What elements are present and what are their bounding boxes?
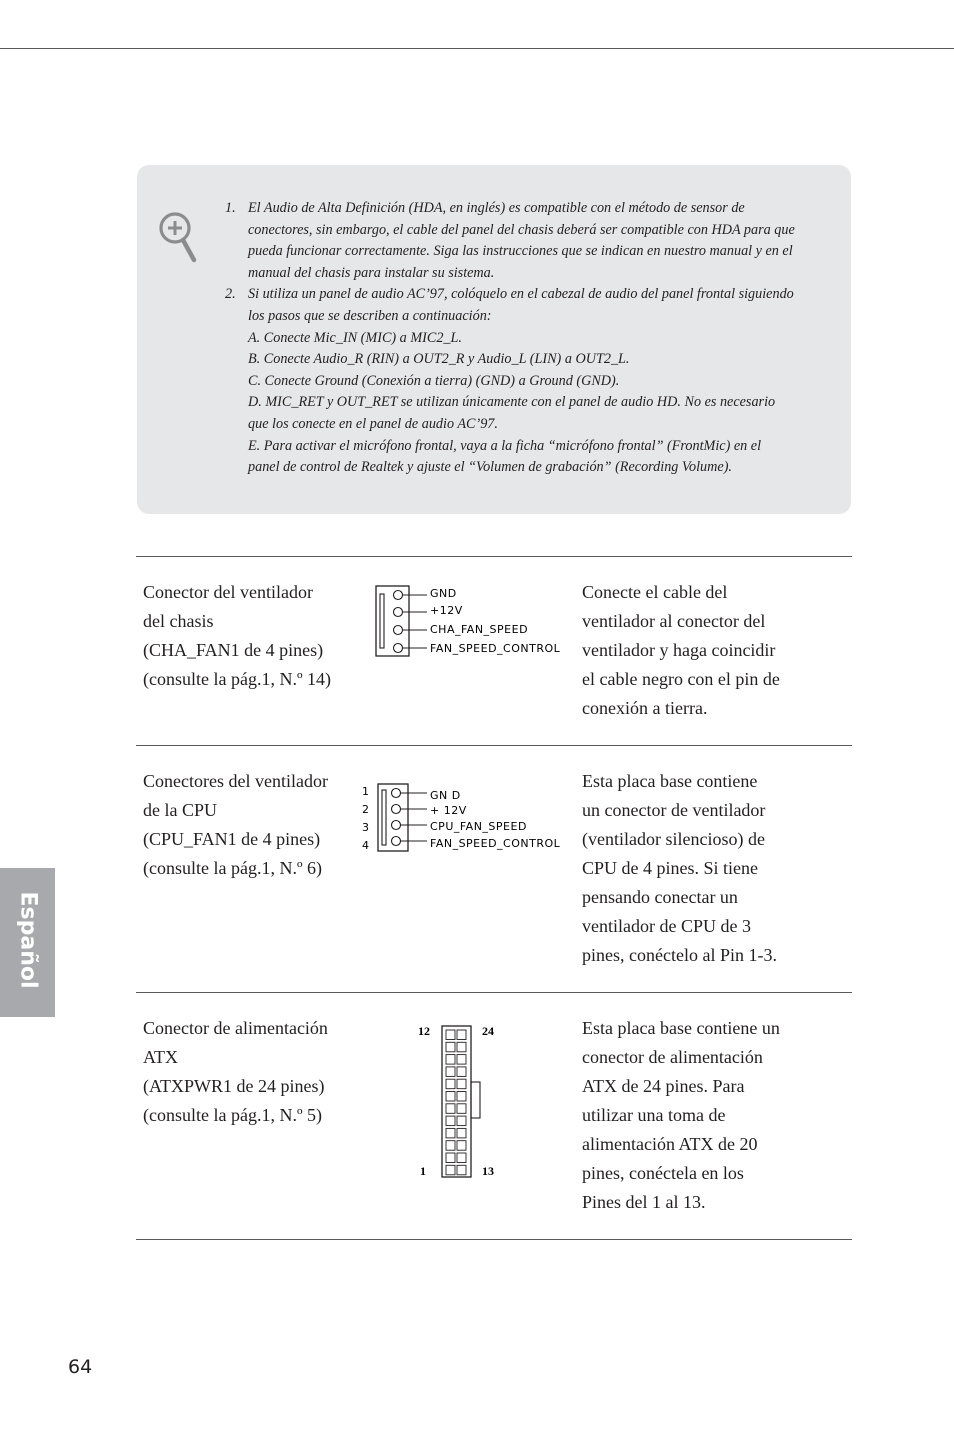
text-line: Pines del 1 al 13.: [582, 1192, 706, 1212]
text-line: Conecte el cable del: [582, 582, 728, 602]
atx-pin: [457, 1153, 466, 1163]
atx-pin: [457, 1141, 466, 1151]
atx-pin: [457, 1116, 466, 1126]
pin-label: FAN_SPEED_CONTROL: [430, 837, 561, 850]
text-line: (ATXPWR1 de 24 pines): [143, 1076, 325, 1096]
cha-fan-connector-diagram: [370, 580, 580, 665]
text-line: ventilador de CPU de 3: [582, 916, 751, 936]
text-line: (CPU_FAN1 de 4 pines): [143, 829, 321, 849]
notes-list: [225, 198, 795, 479]
text-line: ventilador al conector del: [582, 611, 766, 631]
pin-label: +12V: [430, 604, 463, 617]
pin-label: + 12V: [430, 804, 467, 817]
pin-number: 24: [482, 1024, 494, 1038]
text-line: un conector de ventilador: [582, 800, 766, 820]
atx-pin: [446, 1079, 455, 1089]
atx-pin: [457, 1055, 466, 1065]
text-line: Conector de alimentación: [143, 1018, 328, 1038]
pin-number: 13: [482, 1164, 494, 1178]
text-line: conector de alimentación: [582, 1047, 763, 1067]
text-line: alimentación ATX de 20: [582, 1134, 758, 1154]
text-line: (consulte la pág.1, N.º 14): [143, 669, 332, 689]
note-step: C. Conecte Ground (Conexión a tierra) (GND) a Ground (GND).: [248, 372, 620, 389]
text-line: (CHA_FAN1 de 4 pines): [143, 640, 324, 660]
pin-label: GND: [430, 587, 457, 600]
atx-pin: [446, 1092, 455, 1102]
atx-pin: [446, 1165, 455, 1175]
pin-label: FAN_SPEED_CONTROL: [430, 642, 561, 655]
page-number: 64: [68, 1356, 93, 1378]
note-text: Si utiliza un panel de audio AC’97, colóquelo en el cabezal de audio del panel frontal siguiendo los pasos que se describen a continuación:: [248, 286, 794, 324]
cpu-fan-connector-diagram: [358, 778, 573, 858]
pin-number: 12: [418, 1024, 430, 1038]
text-line: ventilador y haga coincidir: [582, 640, 776, 660]
text-line: el cable negro con el pin de: [582, 669, 780, 689]
pin-number: 3: [362, 821, 370, 834]
note-step: E. Para activar el micrófono frontal, vaya a la ficha “micrófono frontal” (FrontMic) en el panel de control de Realtek y ajuste el “Volumen de grabación” (Recording Volume).: [248, 437, 762, 476]
section-divider: [136, 992, 852, 993]
text-line: Conector del ventilador: [143, 582, 313, 602]
atx-pin: [446, 1141, 455, 1151]
atx-pin: [446, 1055, 455, 1065]
text-line: Esta placa base contiene: [582, 771, 758, 791]
atx-pin: [446, 1030, 455, 1040]
note-step: D. MIC_RET y OUT_RET se utilizan únicamente con el panel de audio HD. No es necesario que los conecte en el panel de audio AC’97.: [248, 394, 776, 432]
note-step: B. Conecte Audio_R (RIN) a OUT2_R y Audio_L (LIN) a OUT2_L.: [248, 351, 630, 368]
note-number: 2.: [225, 286, 236, 303]
atx-title: [143, 1014, 353, 1130]
text-line: pines, conéctela en los: [582, 1163, 744, 1183]
text-line: utilizar una toma de: [582, 1105, 726, 1125]
atx-pin: [457, 1067, 466, 1077]
cpu-fan-title: [143, 767, 353, 883]
cha-fan-description: [582, 578, 797, 723]
text-line: (consulte la pág.1, N.º 5): [143, 1105, 323, 1125]
atx-pin: [457, 1092, 466, 1102]
atx-pin: [457, 1104, 466, 1114]
text-line: ATX: [143, 1047, 178, 1067]
text-line: (consulte la pág.1, N.º 6): [143, 858, 323, 878]
section-divider: [136, 556, 852, 557]
pin-number: 4: [362, 839, 370, 852]
top-rule: [0, 48, 954, 49]
pin-number: 1: [362, 785, 370, 798]
atx-pin: [446, 1067, 455, 1077]
magnify-plus-icon: [158, 211, 198, 265]
atx-pin: [457, 1042, 466, 1052]
atx-description: [582, 1014, 797, 1217]
pin-label: CHA_FAN_SPEED: [430, 623, 529, 636]
text-line: (ventilador silencioso) de: [582, 829, 765, 849]
cpu-fan-description: [582, 767, 797, 970]
atx-pin: [457, 1079, 466, 1089]
pin-number: 2: [362, 803, 370, 816]
pin-label: GN D: [430, 789, 461, 802]
text-line: Conectores del ventilador: [143, 771, 328, 791]
note-item: [225, 198, 795, 284]
atx-pin: [457, 1128, 466, 1138]
atx-pin: [446, 1116, 455, 1126]
text-line: del chasis: [143, 611, 214, 631]
atx-pin: [457, 1030, 466, 1040]
section-divider: [136, 745, 852, 746]
text-line: pines, conéctelo al Pin 1-3.: [582, 945, 777, 965]
cha-fan-title: [143, 578, 353, 694]
text-line: de la CPU: [143, 800, 217, 820]
section-divider: [136, 1239, 852, 1240]
atx-pin: [446, 1042, 455, 1052]
text-line: CPU de 4 pines. Si tiene: [582, 858, 758, 878]
atx-pin: [446, 1104, 455, 1114]
text-line: Esta placa base contiene un: [582, 1018, 780, 1038]
text-line: pensando conectar un: [582, 887, 738, 907]
text-line: conexión a tierra.: [582, 698, 708, 718]
atx-pin: [457, 1165, 466, 1175]
text-line: ATX de 24 pines. Para: [582, 1076, 745, 1096]
language-tab-label: Español: [15, 891, 41, 989]
note-step: A. Conecte Mic_IN (MIC) a MIC2_L.: [248, 329, 462, 346]
pin-label: CPU_FAN_SPEED: [430, 820, 527, 833]
note-text: El Audio de Alta Definición (HDA, en inglés) es compatible con el método de sensor de conectores, sin embargo, el cable del panel del chasis deberá ser compatible con HDA para que pueda funcionar correctamente. Siga las instrucciones que se indican en nuestro manual y en el manual del chasis para instalar su sistema.: [248, 200, 795, 281]
pin-number: 1: [420, 1164, 426, 1178]
note-number: 1.: [225, 200, 236, 216]
atx-pin: [446, 1128, 455, 1138]
atx-connector-diagram: [410, 1020, 510, 1180]
atx-pin: [446, 1153, 455, 1163]
note-item: [225, 284, 795, 478]
